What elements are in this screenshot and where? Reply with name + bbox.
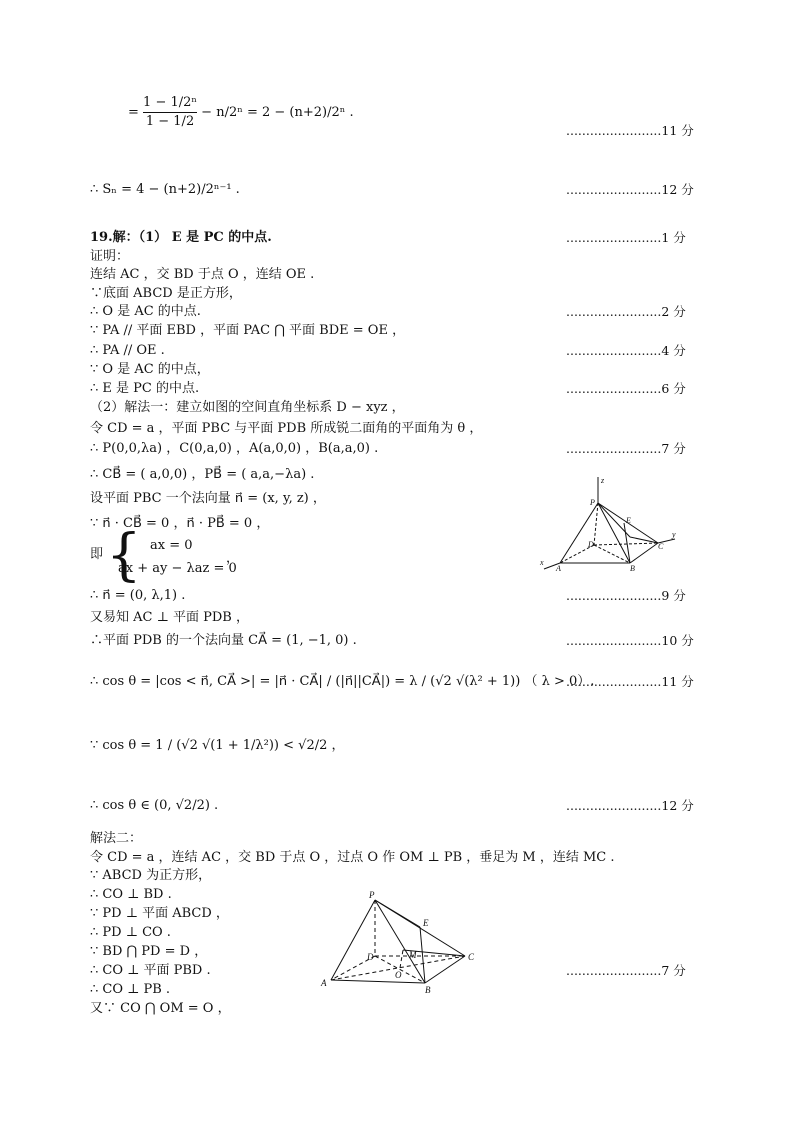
method1-line-9: 令 CD = a ，平面 PBC 与平面 PDB 所成锐二面角的平面角为 θ ， (90, 421, 483, 436)
score-12-top: ........................12 分 (566, 182, 694, 197)
proof-line-4: ∵ PA // 平面 EBD ，平面 PAC ⋂ 平面 BDE = OE ， (90, 323, 406, 338)
fig1-label-b: B (630, 564, 635, 573)
proof-line-3: ∴ O 是 AC 的中点. (90, 304, 201, 319)
score-7: ........................7 分 (566, 441, 686, 456)
proof-line-7: ∴ E 是 PC 的中点. (90, 381, 200, 396)
score-6: ........................6 分 (566, 381, 686, 396)
plane-normal: ∴平面 PDB 的一个法向量 CA⃗ = (1, −1, 0) . (90, 633, 357, 648)
system-eq-1: ax = 0 (150, 538, 193, 553)
fig2-label-e: E (423, 918, 429, 928)
method2-line-1: 令 CD = a ，连结 AC ，交 BD 于点 O ，过点 O 作 OM ⊥ PB ，垂足为 M ，连结 MC . (90, 850, 615, 865)
score-11-top: ........................11 分 (566, 123, 694, 138)
fig2-label-b: B (425, 985, 431, 995)
method2-line-2: ∵ ABCD 为正方形， (90, 868, 212, 883)
fig1-label-z: z (601, 476, 605, 485)
fraction-denominator: 1 − 1/2 (143, 112, 197, 131)
fig2-label-p: P (369, 890, 375, 900)
q19-title: 19.解：（1） E 是 PC 的中点. (90, 230, 272, 245)
score-11: ........................11 分 (566, 674, 694, 689)
fig1-label-e: E (626, 516, 631, 525)
fig2-label-a: A (321, 978, 327, 988)
figure-pyramid-method2 (315, 890, 485, 1010)
normal-result: ∴ n⃗ = (0, λ,1) . (90, 588, 186, 603)
fig2-label-d: D (367, 952, 374, 962)
fig1-label-x: x (540, 558, 544, 567)
fig1-label-a: A (556, 564, 561, 573)
method2-line-6: ∵ BD ⋂ PD = D ， (90, 944, 208, 959)
fig1-label-c: C (658, 542, 664, 551)
compound-fraction (143, 94, 197, 131)
score-10: ........................10 分 (566, 633, 694, 648)
method2-line-5: ∴ PD ⊥ CO . (90, 925, 171, 940)
score-m7: ........................7 分 (566, 963, 686, 978)
proof-label: 证明： (90, 249, 130, 264)
fig2-label-o: O (395, 970, 402, 980)
fig1-label-d: D (588, 540, 594, 549)
fraction-numerator: 1 − 1/2ⁿ (143, 95, 198, 110)
score-9: ........................9 分 (566, 588, 686, 603)
method1-intro: （2）解法一：建立如图的空间直角坐标系 D − xyz ， (90, 400, 405, 415)
system-brace: { (106, 523, 142, 588)
method2-line-8: ∴ CO ⊥ PB . (90, 982, 171, 997)
score-2: ........................2 分 (566, 304, 686, 319)
method2-line-4: ∵ PD ⊥ 平面 ABCD ， (90, 906, 229, 921)
eq-sign: = (128, 105, 139, 120)
eq-line-11 (128, 94, 354, 131)
score-1: ........................1 分 (566, 230, 686, 245)
proof-line-1: 连结 AC ，交 BD 于点 O ，连结 OE . (90, 267, 315, 282)
method2-line-9: 又∵ CO ⋂ OM = O ， (90, 1001, 231, 1016)
score-12: ........................12 分 (566, 798, 694, 813)
fig2-label-c: C (468, 952, 475, 962)
system-prefix: 即 (90, 547, 104, 562)
cos-formula: ∴ cos θ = |cos < n⃗, CA⃗ >| = |n⃗ · CA⃗| / (|n⃗||CA⃗|) = λ / (√2 √(λ² + 1)) （ λ > 0）. (90, 674, 595, 689)
method2-title: 解法二： (90, 831, 143, 846)
cos-bound: ∵ cos θ = 1 / (√2 √(1 + 1/λ²)) < √2/2 ， (90, 738, 345, 753)
cos-range: ∴ cos θ ∈ (0, √2/2) . (90, 798, 219, 813)
method1-coords: ∴ P(0,0,λa) ，C(0,a,0) ，A(a,0,0) ，B(a,a,0) . (90, 441, 379, 456)
proof-line-5: ∴ PA // OE . (90, 343, 165, 358)
figure-coordinate-pyramid (530, 475, 690, 585)
method1-normal: 设平面 PBC 一个法向量 n⃗ = (x, y, z) ， (90, 491, 326, 506)
method2-line-3: ∴ CO ⊥ BD . (90, 887, 172, 902)
fig1-label-y: y (672, 530, 676, 539)
proof-line-6: ∵ O 是 AC 的中点， (90, 362, 210, 377)
proof-line-2: ∵底面 ABCD 是正方形， (90, 286, 242, 301)
system-eq-2: ax + ay − λaz = 0 (118, 561, 237, 576)
eq-remainder: − n/2ⁿ = 2 − (n+2)/2ⁿ . (201, 105, 354, 120)
method2-line-7: ∴ CO ⊥ 平面 PBD . (90, 963, 211, 978)
method1-dot: ∵ n⃗ · CB⃗ = 0 ，n⃗ · PB⃗ = 0 ， (90, 516, 270, 531)
fig1-label-p: P (590, 498, 595, 507)
score-4: ........................4 分 (566, 343, 686, 358)
sn-line: ∴ Sₙ = 4 − (n+2)/2ⁿ⁻¹ . (90, 182, 240, 197)
fig2-label-m: M (409, 950, 417, 960)
ac-perp: 又易知 AC ⊥ 平面 PDB ， (90, 610, 249, 625)
system-end: ， (226, 551, 240, 566)
method1-vectors: ∴ CB⃗ = ( a,0,0) ，PB⃗ = ( a,a,−λa) . (90, 467, 315, 482)
